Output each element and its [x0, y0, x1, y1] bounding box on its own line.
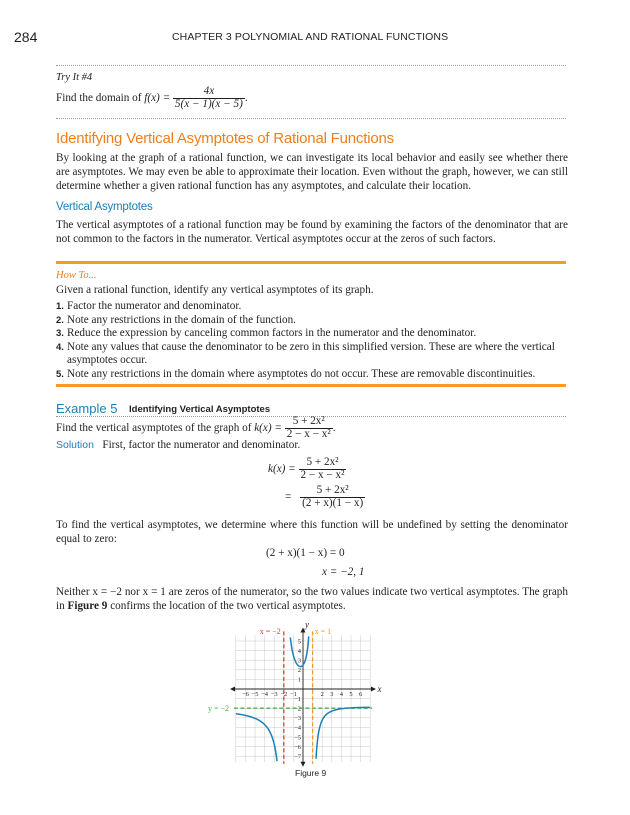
try-it-fraction	[173, 86, 245, 111]
example-fraction	[285, 416, 333, 441]
example-text-3	[56, 585, 568, 613]
how-to-top-rule	[56, 261, 566, 264]
eq-equals: =	[285, 490, 292, 503]
how-to-intro: Given a rational function, identify any vertical asymptotes of its graph.	[56, 284, 374, 296]
example-prompt: Find the vertical asymptotes of the graph of k(x) = $\frac{\text{5 + 2x²}}{\text{2 − x − x²}}$ .	[56, 415, 336, 440]
eq-denominator-1: 2 − x − x²	[300, 468, 345, 481]
example-title: Identifying Vertical Asymptotes	[129, 404, 271, 415]
step-number: 2.	[56, 314, 64, 326]
step-text: Note any restrictions in the domain of the function.	[67, 313, 296, 326]
section-intro: By looking at the graph of a rational function, we can investigate its local behavior and easily see whether there are asymptotes. We may even be able to approximate their location. Even without the graph, however, we can still determine whether a given rational function has any asymptotes, and calculate their location.	[56, 152, 568, 193]
how-to-step	[56, 368, 568, 382]
horizontal-asymptote-label: y = −2	[207, 704, 229, 714]
try-it-bottom-rule	[56, 118, 566, 119]
eq-lhs: k(x) =	[268, 462, 296, 475]
y-tick-label: −4	[294, 724, 301, 732]
example-kx: k(x) =	[254, 421, 285, 434]
y-tick-label: −6	[294, 743, 301, 751]
y-axis-arrow-down	[301, 762, 306, 767]
example-prompt-text: Find the vertical asymptotes of the graph of	[56, 421, 255, 434]
solution-text: First, factor the numerator and denominator.	[102, 439, 301, 451]
eq-fraction-1	[299, 457, 347, 482]
y-tick-label: −2	[294, 705, 301, 713]
x-axis-arrow-right	[371, 687, 376, 692]
how-to-steps	[56, 300, 568, 382]
y-tick-label: 5	[297, 638, 301, 646]
text3-c: confirms the location of the two vertical asymptotes.	[107, 600, 346, 613]
y-tick-label: 4	[297, 647, 301, 655]
y-tick-label: −1	[294, 695, 301, 703]
figure-9-graph	[207, 618, 388, 768]
equation-roots: x = −2, 1	[322, 566, 365, 578]
x-tick-label: −1	[289, 691, 297, 698]
step-number: 3.	[56, 328, 64, 340]
try-it-prompt-text: Find the domain of	[56, 91, 145, 104]
running-head: CHAPTER 3 POLYNOMIAL AND RATIONAL FUNCTIONS	[172, 31, 449, 43]
how-to-step	[56, 327, 568, 341]
x-tick-label: 3	[330, 691, 334, 698]
solution-label: Solution	[56, 439, 94, 451]
figure-caption: Figure 9	[295, 768, 327, 778]
subsection-title: Vertical Asymptotes	[56, 201, 153, 213]
y-tick-label: −7	[294, 753, 301, 761]
eq-numerator-1: 5 + 2x²	[306, 456, 339, 468]
x-axis-arrow-left	[230, 687, 235, 692]
step-text: Note any restrictions in the domain where asymptotes do not occur. These are removable discontinuities.	[67, 367, 536, 380]
try-it-label: Try It #4	[56, 72, 93, 83]
y-tick-label: −5	[294, 734, 301, 742]
y-tick-label: 3	[297, 657, 301, 665]
x-tick-label: −6	[241, 691, 249, 698]
equation-k-factored	[285, 485, 365, 510]
page-number: 284	[14, 29, 38, 45]
asymptote-label-left: x = −2	[259, 627, 281, 637]
x-axis-label: x	[377, 684, 382, 694]
example-text-2: To find the vertical asymptotes, we determine where this function will be undefined by setting the denominator equal to zero:	[56, 519, 568, 546]
x-tick-label: −5	[251, 691, 259, 698]
step-text: Note any values that cause the denominator to be zero in this simplified version. These are where the vertical asymptotes occur.	[67, 340, 555, 367]
x-tick-label: 5	[349, 691, 353, 698]
section-title: Identifying Vertical Asymptotes of Rational Functions	[56, 130, 394, 147]
text3-a: Neither x = −2 nor x = 1 are zeros of the numerator, so the two values indicate two vertical asymptotes. The graph in	[56, 586, 568, 613]
curve-left-branch	[236, 714, 277, 761]
curve-right-branch	[316, 707, 370, 758]
x-tick-label: 6	[358, 691, 363, 698]
step-number: 1.	[56, 301, 64, 312]
eq-denominator-2: (2 + x)(1 − x)	[302, 496, 364, 509]
x-tick-label: −4	[261, 691, 269, 698]
how-to-step	[56, 314, 568, 328]
how-to-label: How To...	[56, 270, 97, 281]
eq-fraction-2	[300, 485, 365, 510]
x-tick-label: −2	[280, 691, 288, 698]
try-it-top-rule	[56, 65, 566, 66]
subsection-text: The vertical asymptotes of a rational function may be found by examining the factors of the denominator that are not common to the factors in the numerator. Vertical asymptotes occur at the zeros of such factors.	[56, 219, 568, 246]
step-text: Reduce the expression by canceling common factors in the numerator and the denominator.	[67, 327, 477, 340]
asymptote-label-right: x = 1	[314, 627, 332, 637]
try-it-fx: f(x) =	[144, 91, 173, 104]
y-tick-label: −3	[294, 715, 301, 723]
how-to-step	[56, 341, 568, 368]
y-tick-label: 2	[297, 667, 301, 675]
x-tick-label: 2	[320, 691, 324, 698]
solution-line	[56, 439, 300, 451]
figure-reference: Figure 9	[67, 600, 108, 613]
example-denominator: 2 − x − x²	[286, 427, 331, 440]
x-tick-label: −3	[270, 691, 278, 698]
eq-numerator-2: 5 + 2x²	[316, 484, 349, 496]
step-text: Factor the numerator and denominator.	[67, 300, 242, 312]
try-it-end: .	[244, 91, 248, 104]
graph-tick-labels	[242, 638, 363, 760]
step-number: 5.	[56, 368, 64, 380]
how-to-bottom-rule	[56, 384, 566, 387]
example-numerator: 5 + 2x²	[292, 415, 325, 427]
example-label: Example 5	[56, 401, 118, 416]
y-tick-label: 1	[297, 676, 301, 684]
y-axis-label: y	[305, 619, 309, 630]
try-it-denominator: 5(x − 1)(x − 5)	[174, 97, 243, 110]
try-it-numerator: 4x	[203, 85, 215, 97]
step-number: 4.	[56, 341, 64, 353]
equation-zero: (2 + x)(1 − x) = 0	[266, 547, 345, 559]
how-to-step	[56, 300, 568, 314]
x-tick-label: 4	[339, 691, 344, 698]
equation-k	[268, 457, 346, 482]
try-it-prompt	[56, 86, 248, 111]
